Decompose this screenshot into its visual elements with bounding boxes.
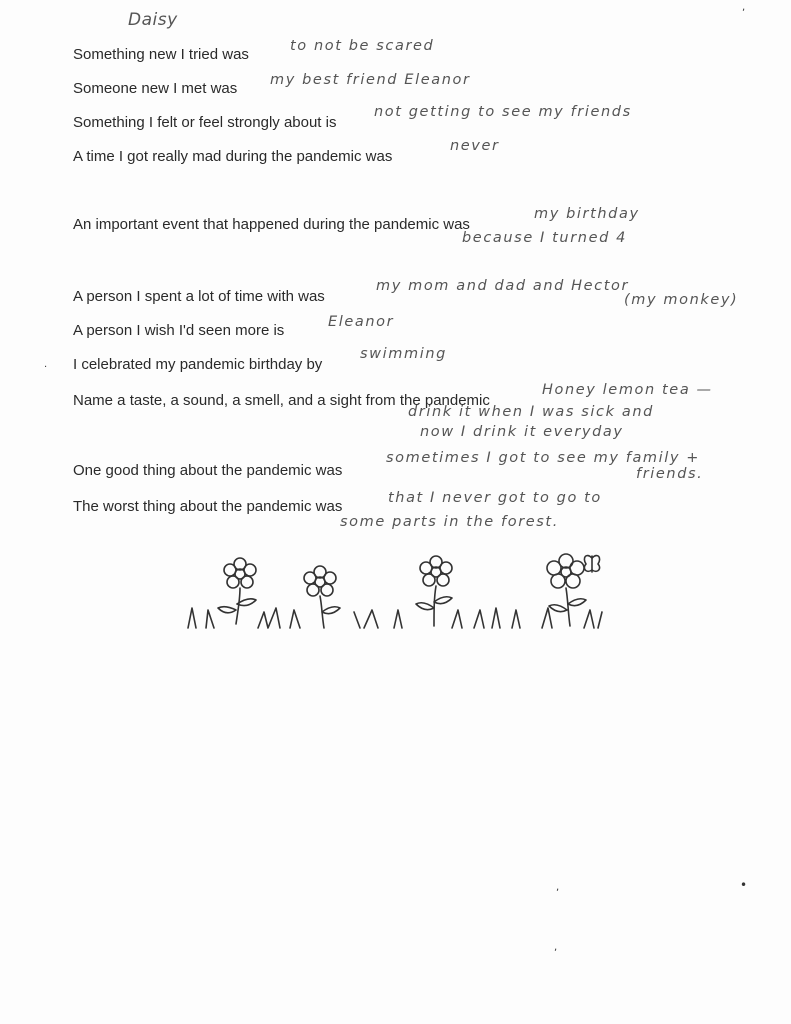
scan-speck: , [554, 942, 558, 953]
question-6-prompt: A person I spent a lot of time with was [73, 288, 325, 305]
question-4-answer-line-1: never [450, 138, 500, 154]
question-6-answer-line-1: my mom and dad and Hector [376, 278, 630, 294]
question-2-answer-line-1: my best friend Eleanor [270, 72, 471, 88]
question-9-answer-line-3: now I drink it everyday [420, 424, 624, 440]
grass-blades [188, 608, 602, 628]
question-1-prompt: Something new I tried was [73, 46, 249, 63]
question-9-answer-line-1: Honey lemon tea — [542, 382, 713, 398]
question-11-answer-line-2: some parts in the forest. [340, 514, 559, 530]
question-7-answer-line-1: Eleanor [328, 314, 395, 330]
scan-speck: , [556, 882, 560, 893]
question-9-answer-line-2: drink it when I was sick and [408, 404, 654, 420]
butterfly-doodle [584, 556, 599, 572]
scan-speck: · [44, 362, 48, 373]
question-10-prompt: One good thing about the pandemic was [73, 462, 343, 479]
question-3-answer-line-1: not getting to see my friends [374, 104, 632, 120]
question-8-answer-line-1: swimming [360, 346, 447, 362]
question-10-answer-line-1: sometimes I got to see my family + [386, 450, 701, 466]
question-9-prompt: Name a taste, a sound, a smell, and a sight from the pandemic [73, 392, 490, 409]
scan-speck: • [740, 878, 748, 892]
question-5-prompt: An important event that happened during the pandemic was [73, 216, 470, 233]
flower-doodle [0, 540, 791, 640]
question-5-answer-line-1: my birthday [534, 206, 640, 222]
question-5-answer-line-2: because I turned 4 [462, 230, 627, 246]
student-name: Daisy [128, 10, 178, 30]
scan-speck: , [742, 2, 746, 13]
question-4-prompt: A time I got really mad during the pandemic was [73, 148, 393, 165]
question-1-answer-line-1: to not be scared [290, 38, 435, 54]
question-11-prompt: The worst thing about the pandemic was [73, 498, 343, 515]
question-3-prompt: Something I felt or feel strongly about is [73, 114, 337, 131]
question-6-answer-line-2: (my monkey) [624, 292, 739, 308]
flower-2 [304, 566, 340, 628]
flower-3 [416, 556, 452, 626]
question-7-prompt: A person I wish I'd seen more is [73, 322, 285, 339]
question-10-answer-line-2: friends. [636, 466, 704, 482]
flower-4 [547, 554, 586, 626]
question-2-prompt: Someone new I met was [73, 80, 238, 97]
flower-1 [218, 558, 256, 624]
question-11-answer-line-1: that I never got to go to [388, 490, 602, 506]
question-8-prompt: I celebrated my pandemic birthday by [73, 356, 323, 373]
